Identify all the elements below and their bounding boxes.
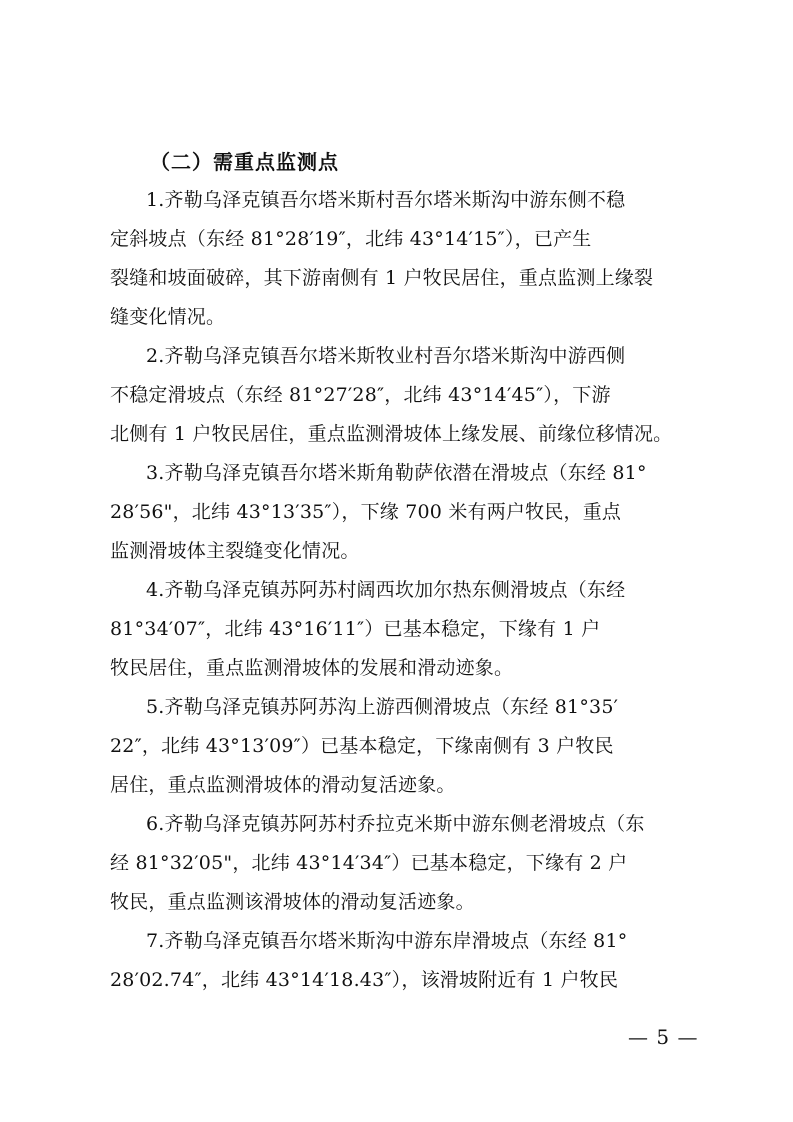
paragraph-7-line-2: 28′02.74″，北纬 43°14′18.43″），该滑坡附近有 1 户牧民: [110, 969, 619, 991]
page-number: — 5 —: [628, 1025, 699, 1049]
paragraph-4-line-2: 81°34′07″，北纬 43°16′11″）已基本稳定，下缘有 1 户: [110, 618, 601, 640]
paragraph-1-line-4: 缝变化情况。: [110, 306, 226, 328]
section-heading: （二）需重点监测点: [150, 150, 339, 174]
paragraph-1-line-3: 裂缝和坡面破碎，其下游南侧有 1 户牧民居住，重点监测上缘裂: [110, 267, 654, 289]
paragraph-5-line-2: 22″，北纬 43°13′09″）已基本稳定，下缘南侧有 3 户牧民: [110, 735, 614, 757]
paragraph-6-line-2: 经 81°32′05"，北纬 43°14′34″）已基本稳定，下缘有 2 户: [110, 852, 628, 874]
paragraph-1-line-2: 定斜坡点（东经 81°28′19″，北纬 43°14′15″），已产生: [110, 228, 592, 250]
paragraph-2-line-1: 2.齐勒乌泽克镇吾尔塔米斯牧业村吾尔塔米斯沟中游西侧: [146, 345, 626, 367]
paragraph-5-line-3: 居住，重点监测滑坡体的滑动复活迹象。: [110, 774, 456, 796]
paragraph-3-line-2: 28′56"，北纬 43°13′35″），下缘 700 米有两户牧民，重点: [110, 501, 622, 523]
paragraph-7-line-1: 7.齐勒乌泽克镇吾尔塔米斯沟中游东岸滑坡点（东经 81°: [146, 930, 628, 952]
paragraph-6-line-1: 6.齐勒乌泽克镇苏阿苏村乔拉克米斯中游东侧老滑坡点（东: [146, 813, 645, 835]
paragraph-5-line-1: 5.齐勒乌泽克镇苏阿苏沟上游西侧滑坡点（东经 81°35′: [146, 696, 619, 718]
paragraph-2-line-2: 不稳定滑坡点（东经 81°27′28″，北纬 43°14′45″），下游: [110, 384, 611, 406]
paragraph-6-line-3: 牧民，重点监测该滑坡体的滑动复活迹象。: [110, 891, 475, 913]
paragraph-4-line-3: 牧民居住，重点监测滑坡体的发展和滑动迹象。: [110, 657, 514, 679]
paragraph-2-line-3: 北侧有 1 户牧民居住，重点监测滑坡体上缘发展、前缘位移情况。: [110, 423, 673, 445]
paragraph-1-line-1: 1.齐勒乌泽克镇吾尔塔米斯村吾尔塔米斯沟中游东侧不稳: [146, 189, 626, 211]
paragraph-4-line-1: 4.齐勒乌泽克镇苏阿苏村阔西坎加尔热东侧滑坡点（东经: [146, 579, 626, 601]
paragraph-3-line-3: 监测滑坡体主裂缝变化情况。: [110, 540, 360, 562]
paragraph-3-line-1: 3.齐勒乌泽克镇吾尔塔米斯角勒萨依潜在滑坡点（东经 81°: [146, 462, 647, 484]
